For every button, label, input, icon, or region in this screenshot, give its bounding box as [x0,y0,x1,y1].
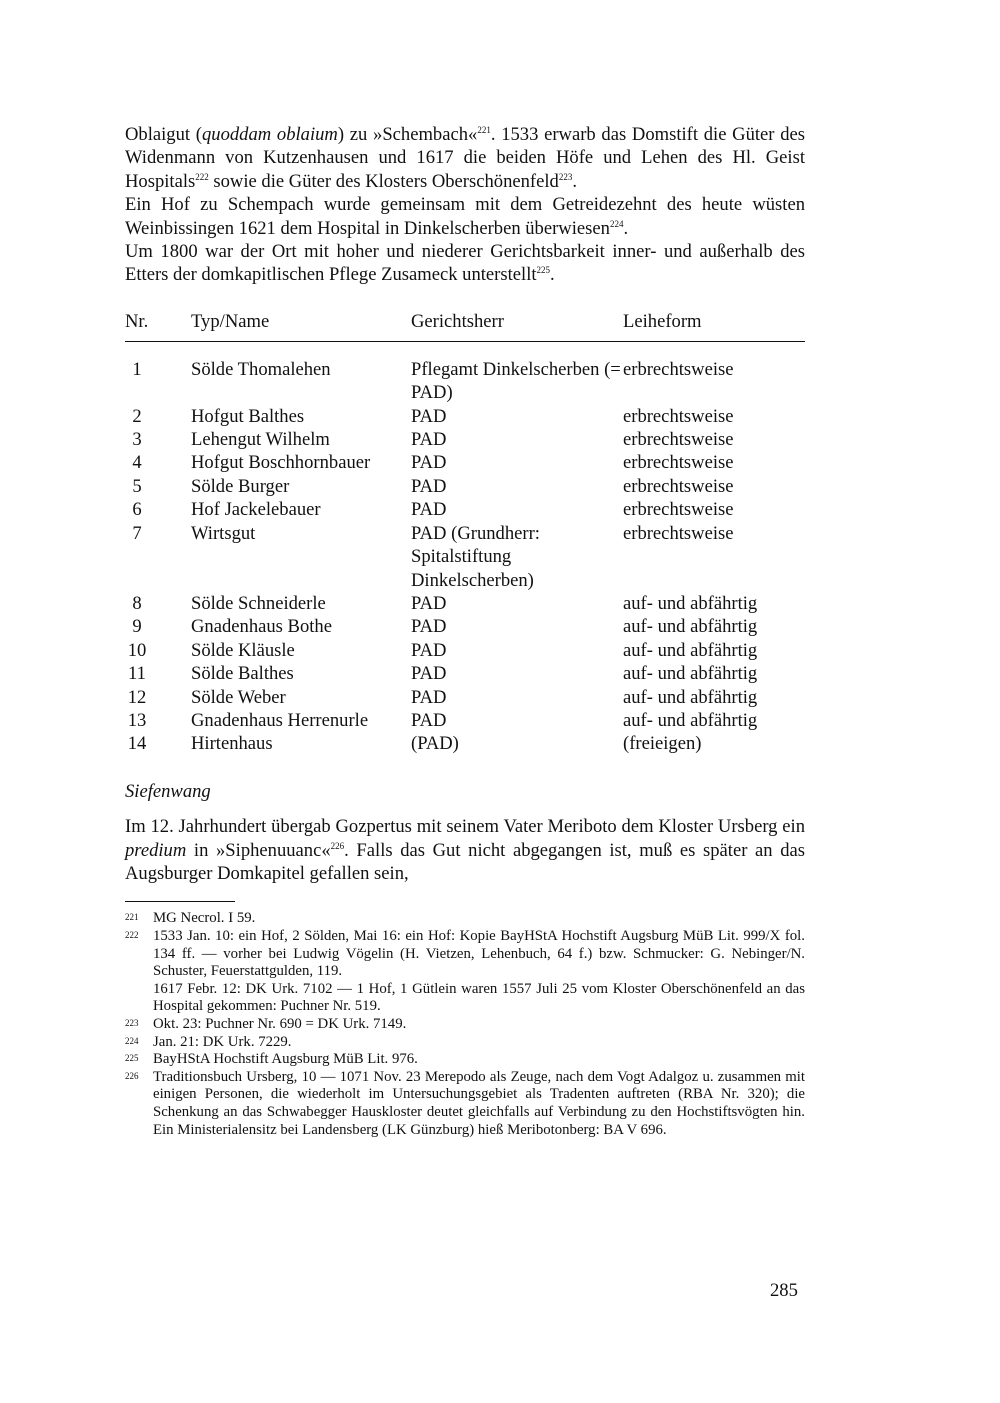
cell-typ-name: Lehengut Wilhelm [191,429,330,451]
table-row [125,341,805,404]
footnote [125,1051,805,1069]
cell-nr [125,615,191,638]
row-number: 14 [127,733,147,755]
footnote-ref: 225 [536,265,551,276]
footnote-divider [125,901,235,902]
cell-nr [125,686,191,709]
table-row [125,405,805,428]
footnote-number: 226 [125,1070,139,1081]
cell-typ-name: Gnadenhaus Bothe [191,616,332,638]
footnote-line: 1617 Febr. 12: DK Urk. 7102 — 1 Hof, 1 Gütlein waren 1557 Juli 25 vom Kloster Oberschönenfeld an das Hospital gekommen: Puchner Nr. 519. [153,980,805,1015]
row-number: 8 [132,592,142,614]
cell-nr [125,341,191,404]
cell-gerichtsherr: PAD [411,639,447,661]
row-number: 10 [127,639,147,661]
footnote [125,1016,805,1034]
table-row [125,498,805,521]
text-run: Im 12. Jahrhundert übergab Gozpertus mit seinem Vater Meriboto dem Kloster Ursberg ein [125,816,805,838]
cell-leiheform: erbrechtsweise [623,405,734,427]
table-row [125,475,805,498]
text-run: in »Siphenuuanc« [186,839,331,861]
footnote-text [153,1051,805,1069]
cell-leiheform: erbrechtsweise [623,499,734,521]
header-gerichtsherr: Gerichtsherr [411,307,623,342]
cell-leiheform: erbrechtsweise [623,358,734,380]
cell-leiheform: auf- und abfährtig [623,663,758,685]
intro-paragraph-2 [125,193,805,240]
text-run: ) zu »Schembach« [337,124,478,145]
row-number: 13 [127,709,147,731]
footnote-number: 221 [125,912,139,923]
table-row [125,428,805,451]
table-body [125,341,805,755]
latin-word: predium [125,839,187,861]
cell-typ-name: Sölde Weber [191,686,286,708]
cell-leiheform: auf- und abfährtig [623,639,758,661]
row-number: 4 [132,452,142,474]
cell-typ-name: Wirtsgut [191,522,256,544]
cell-gerichtsherr: PAD [411,405,447,427]
cell-leiheform: erbrechtsweise [623,475,734,497]
footnote-number: 225 [125,1053,139,1064]
row-number: 12 [127,686,147,708]
text-run: Um 1800 war der Ort mit hoher und niederer Gerichtsbarkeit inner- und außerhalb des Etters der domkapitlischen Pflege Zusameck unterstellt [125,241,805,286]
footnote-ref: 221 [477,124,491,135]
table-header-row [125,307,805,342]
cell-gerichtsherr: PAD (Grundherr: Spitalstiftung Dinkelscherben) [411,522,540,591]
row-number: 9 [132,616,142,638]
header-nr: Nr. [125,307,191,342]
text-run: Ein Hof zu Schempach wurde gemeinsam mit dem Getreidezehnt des heute wüsten Weinbissingen 1621 dem Hospital in Dinkelscherben überwiesen [125,194,805,239]
row-number: 1 [132,358,142,380]
cell-leiheform: auf- und abfährtig [623,686,758,708]
cell-gerichtsherr: PAD [411,429,447,451]
footnote-line: Traditionsbuch Ursberg, 10 — 1071 Nov. 23 Merepodo als Zeuge, nach dem Vogt Adalgoz u. zusammen mit einigen Personen, die wiederholt im Untersuchungsgebiet als Tradenten auftreten (RBA Nr. 320); die Schenkung an das Schwabegger Hauskloster deutet gleichfalls auf Verbindung zu den Hochstiftsvögten hin. Ein Ministerialensitz bei Landensberg (LK Günzburg) hieß Meribotonberg: BA V 696. [153,1068,805,1138]
cell-leiheform: auf- und abfährtig [623,709,758,731]
table-row [125,639,805,662]
footnote-line: Okt. 23: Puchner Nr. 690 = DK Urk. 7149. [153,1015,407,1032]
cell-leiheform: (freieigen) [623,733,702,755]
cell-typ-name: Sölde Kläusle [191,639,295,661]
table-row [125,732,805,755]
cell-nr [125,405,191,428]
page-number: 285 [770,1280,798,1301]
cell-gerichtsherr: PAD [411,592,447,614]
cell-typ-name: Sölde Balthes [191,663,294,685]
cell-gerichtsherr: Pflegamt Dinkelscherben (= PAD) [411,358,621,404]
table-row [125,662,805,685]
row-number: 3 [132,429,142,451]
cell-nr [125,732,191,755]
cell-typ-name: Hirtenhaus [191,733,273,755]
cell-nr [125,639,191,662]
table-row [125,615,805,638]
cell-nr [125,592,191,615]
cell-typ-name: Hofgut Balthes [191,405,305,427]
cell-nr [125,475,191,498]
cell-typ-name: Hof Jackelebauer [191,499,321,521]
cell-typ-name: Sölde Schneiderle [191,592,326,614]
footnote [125,1034,805,1052]
holdings-table [125,307,805,756]
footnote-ref: 224 [609,218,624,229]
latin-phrase: quoddam oblaium [201,124,338,145]
cell-gerichtsherr: (PAD) [411,733,459,755]
table-row [125,686,805,709]
footnote-ref: 226 [330,840,345,851]
text-run: . [572,170,577,192]
text-run: sowie die Güter des Klosters Oberschönenfeld [208,170,559,192]
cell-gerichtsherr: PAD [411,663,447,685]
footnote-ref: 223 [558,171,573,182]
table-row [125,709,805,732]
row-number: 5 [132,475,142,497]
footnote-text [153,910,805,928]
cell-nr [125,451,191,474]
cell-nr [125,522,191,592]
cell-gerichtsherr: PAD [411,709,447,731]
footnote-number: 222 [125,929,139,940]
cell-leiheform: auf- und abfährtig [623,616,758,638]
page-body [125,123,805,1139]
footnote-text [153,928,805,1016]
footnote-line: 1533 Jan. 10: ein Hof, 2 Sölden, Mai 16: ein Hof: Kopie BayHStA Hochstift Augsburg MüB Lit. 999/X fol. 134 ff. — vorher bei Ludwig Vögelin (H. Vietzen, Lehenbuch, 64 f.) bzw. Schmucker: G. Nebinger/N. Schuster, Feuerstattgulden, 119. [153,927,805,980]
cell-leiheform: erbrechtsweise [623,522,734,544]
cell-typ-name: Gnadenhaus Herrenurle [191,709,369,731]
row-number: 2 [132,405,142,427]
section-paragraph [125,815,805,885]
table-row [125,522,805,592]
intro-paragraph-3 [125,240,805,287]
table-row [125,592,805,615]
row-number: 11 [128,663,146,685]
cell-gerichtsherr: PAD [411,616,447,638]
text-run: . [623,217,629,239]
footnote-number: 224 [125,1035,139,1046]
header-leiheform: Leiheform [623,307,805,342]
cell-typ-name: Sölde Burger [191,475,290,497]
header-typ-name: Typ/Name [191,307,411,342]
footnote-text [153,1016,805,1034]
table-row [125,451,805,474]
cell-nr [125,428,191,451]
intro-paragraph-1 [125,123,805,193]
section-title: Siefenwang [125,780,211,802]
footnotes [125,910,805,1139]
cell-leiheform: auf- und abfährtig [623,592,758,614]
footnote-line: MG Necrol. I 59. [153,910,256,927]
cell-leiheform: erbrechtsweise [623,429,734,451]
footnote-number: 223 [125,1017,139,1028]
footnote-line: Jan. 21: DK Urk. 7229. [153,1033,292,1050]
cell-typ-name: Sölde Thomalehen [191,358,331,380]
footnote [125,910,805,928]
row-number: 6 [132,499,142,521]
text-run: . [550,264,555,286]
row-number: 7 [132,522,142,544]
cell-typ-name: Hofgut Boschhornbauer [191,452,371,474]
footnote-text [153,1069,805,1139]
cell-gerichtsherr: PAD [411,686,447,708]
text-run: . Falls das Gut nicht abgegangen ist, muß es später an das Augsburger Domkapitel gefallen sein, [125,839,805,884]
footnote-ref: 222 [195,171,209,182]
footnote-text [153,1034,805,1052]
cell-leiheform: erbrechtsweise [623,452,734,474]
footnote [125,1069,805,1139]
cell-gerichtsherr: PAD [411,475,447,497]
footnote-line: BayHStA Hochstift Augsburg MüB Lit. 976. [153,1051,418,1068]
text-run: Oblaigut ( [125,124,202,145]
cell-gerichtsherr: PAD [411,499,447,521]
cell-gerichtsherr: PAD [411,452,447,474]
cell-nr [125,709,191,732]
footnote [125,928,805,1016]
text-run: . 1533 erwarb das Domstift die Güter des Widenmann von Kutzenhausen und 1617 die beiden Höfe und Lehen des Hl. Geist Hospitals [125,124,805,192]
cell-nr [125,662,191,685]
cell-nr [125,498,191,521]
